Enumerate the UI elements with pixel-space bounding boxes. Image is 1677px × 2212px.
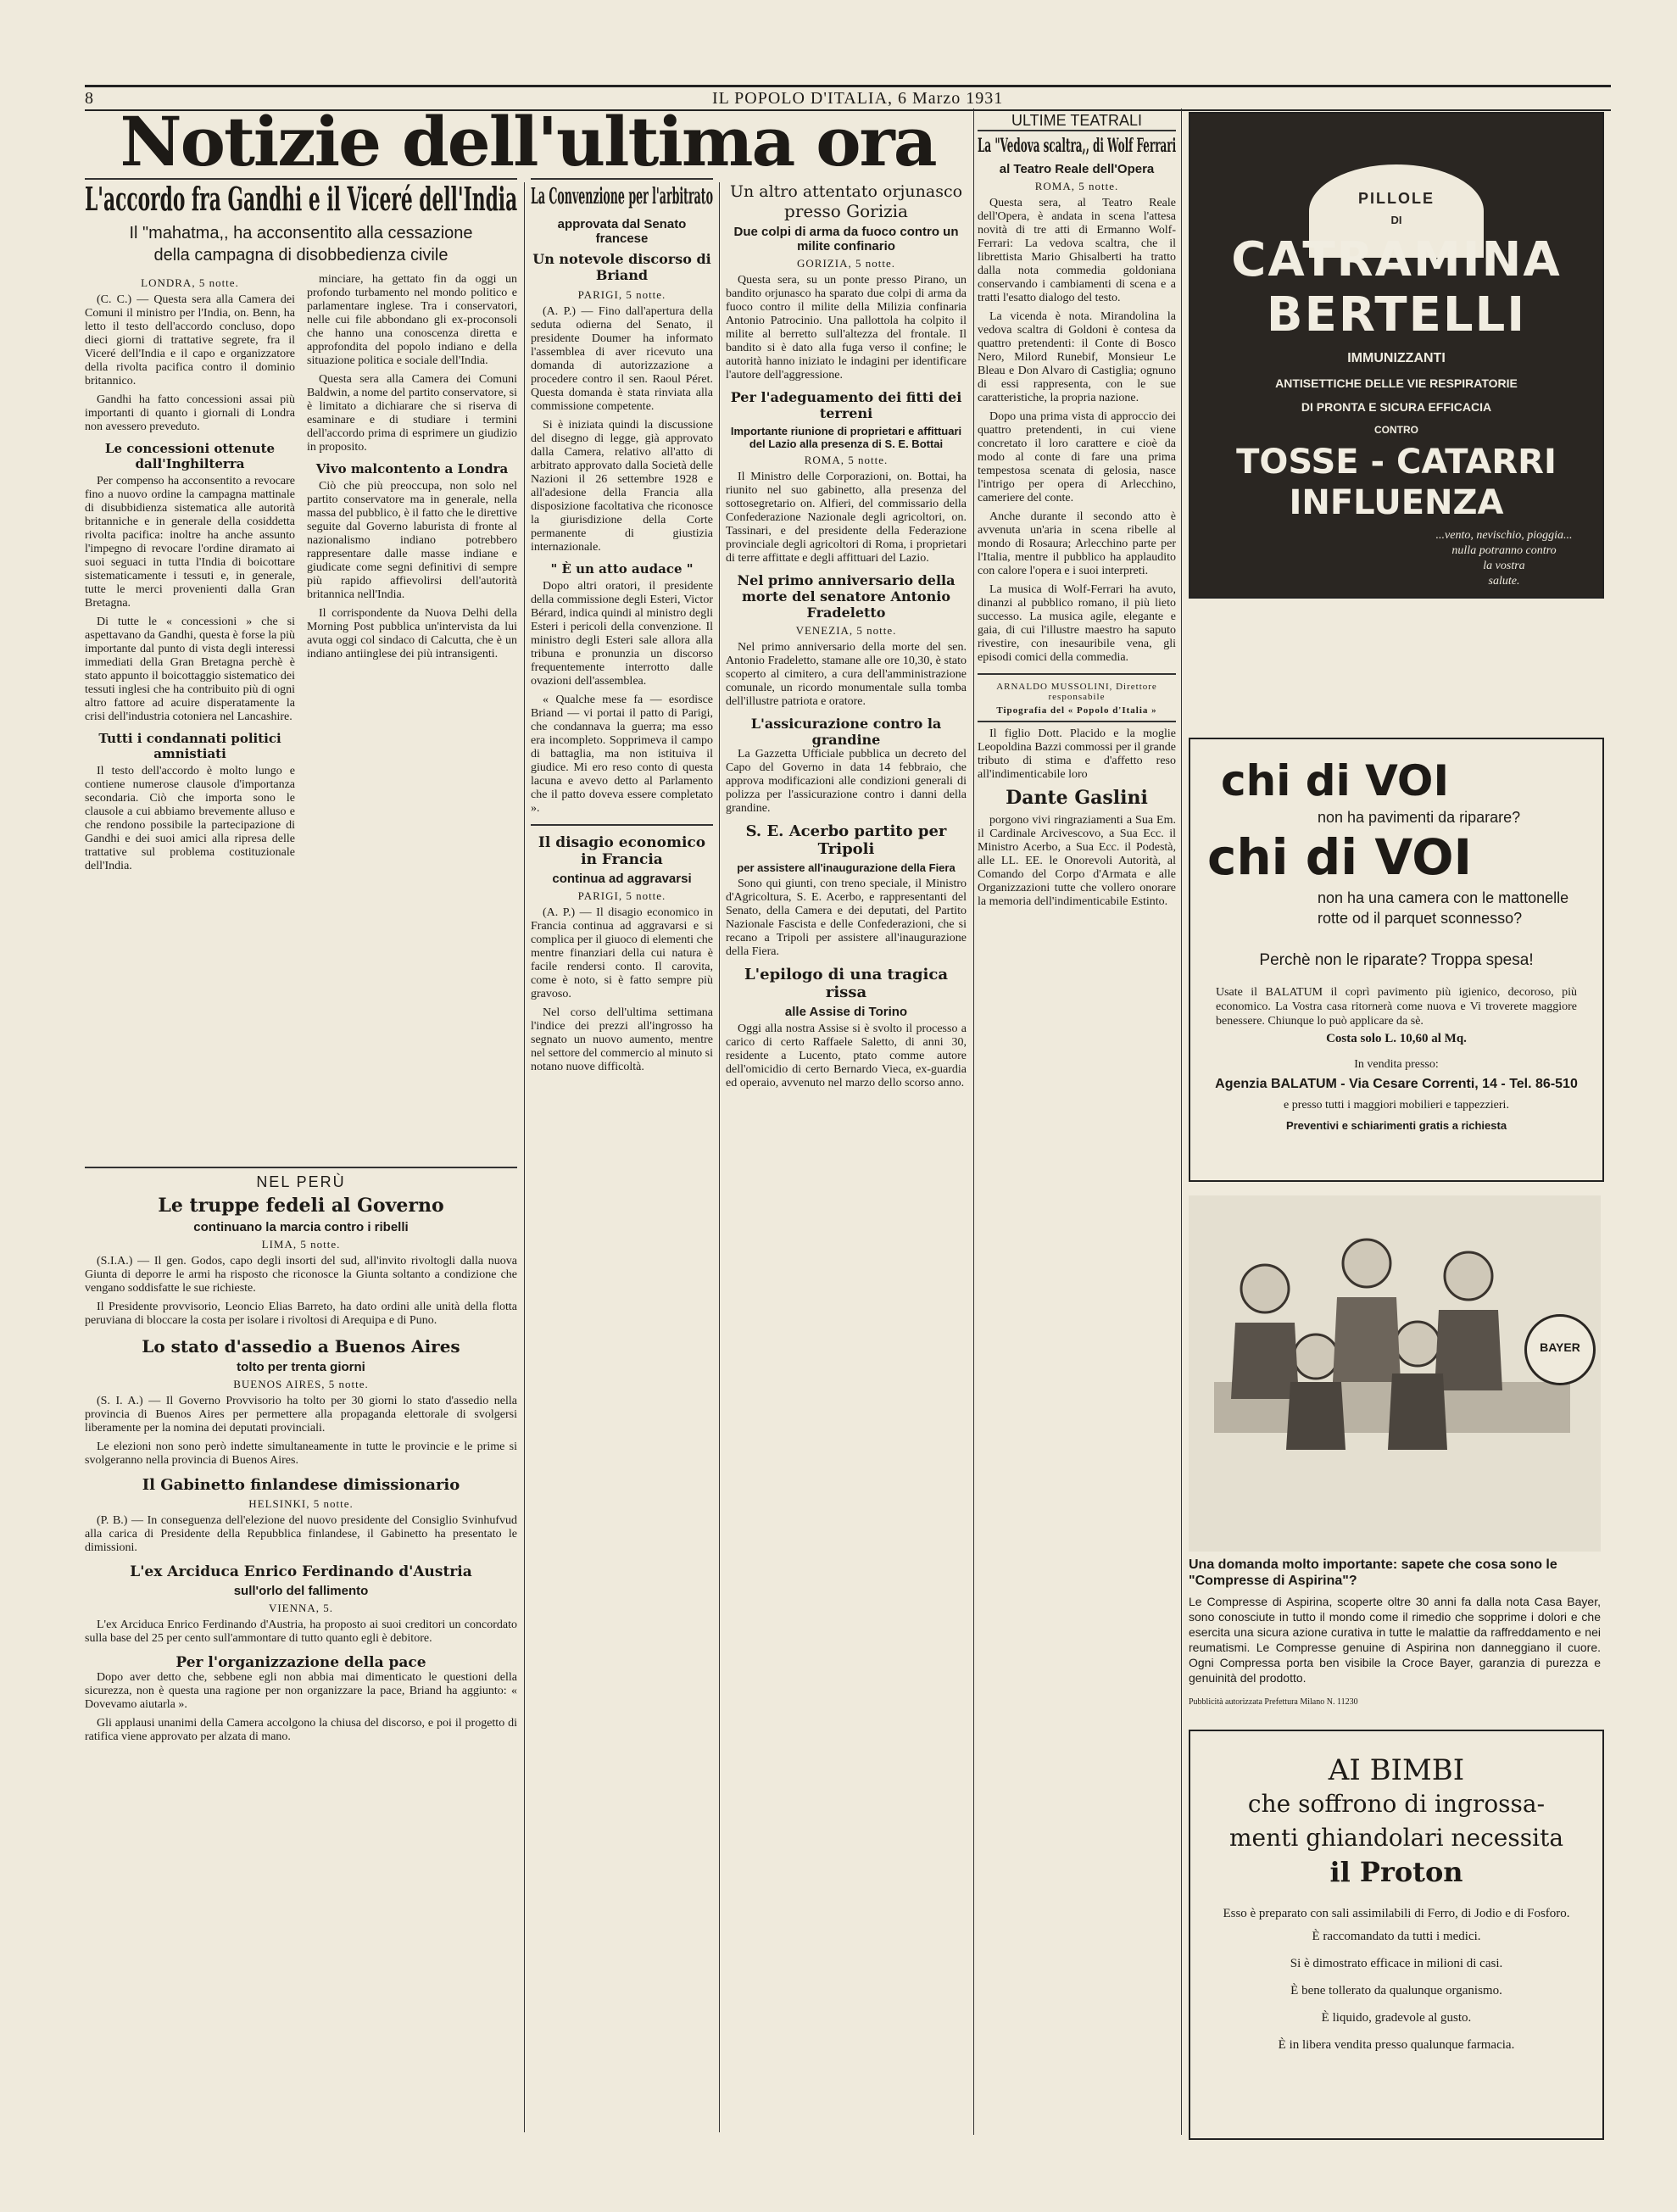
ad-text: È liquido, gradevole al gusto. bbox=[1321, 2011, 1472, 2025]
convenzione-article bbox=[531, 178, 713, 2137]
paragraph: « Qualche mese fa — esordisce Briand — vi portai il patto di Parigi, che condannava la guerra; ma esso era incompleto. Sopprimeva il campo di battaglia, ma non istituiva il giudice. Mi ero reso conto di questa lacuna e avevo detto al Parlamento che il patto doveva essere completato ». bbox=[531, 694, 713, 815]
dateline: PARIGI, 5 notte. bbox=[577, 288, 666, 301]
peru-subhead: continuano la marcia contro i ribelli bbox=[193, 1220, 409, 1234]
ad-text: Preventivi e schiarimenti gratis a richiesta bbox=[1285, 1119, 1507, 1132]
section-heading: Nel primo anniversario della morte del senatore Antonio Fradeletto bbox=[737, 572, 956, 621]
ad-text: Le Compresse di Aspirina, scoperte oltre 30 anni fa dalla nota Casa Bayer, sono conosciute in tutto il mondo come il rimedio che sopprime i dolori e che esercita una sicura azione curativa in tutte le malattie da raffreddamento e nei reumatismi. Le Compresse genuine di Aspirina non danneggiano il cuore. Ogni Compressa porta ben visibile la Croce Bayer, garanzia di purezza e genuinità del prodotto. bbox=[1189, 1595, 1601, 1685]
column-rule bbox=[719, 182, 720, 2132]
dateline: LONDRA, 5 notte. bbox=[141, 276, 239, 289]
column-rule bbox=[973, 109, 974, 2135]
paragraph: (C. C.) — Questa sera alla Camera dei Comuni il ministro per l'India, on. Benn, ha letto il testo dell'accordo concluso, dopo dieci giorni di trattative segrete, fra il Viceré dell'India e il capo e organizzatore della rivolta pacifica contro il dominio britannico. bbox=[85, 293, 295, 387]
subhead: continua ad aggravarsi bbox=[552, 872, 692, 886]
gandhi-subhead: Il "mahatma,, ha acconsentito alla cessazione della campagna di disobbedienza civile bbox=[129, 224, 473, 265]
dateline: ROMA, 5 notte. bbox=[1034, 180, 1119, 192]
ad-title: TOSSE - CATARRI bbox=[1236, 443, 1557, 482]
ad-text: È bene tollerato da qualunque organismo. bbox=[1290, 1984, 1502, 1997]
paragraph: Nel corso dell'ultima settimana l'indice dei prezzi all'ingrosso ha segnato un nuovo aumento, mentre nel settore del commercio al minuto si notano nuove difficoltà. bbox=[531, 1006, 713, 1073]
subhead: per assistere all'inaugurazione della Fiera bbox=[737, 861, 956, 874]
dateline: VIENNA, 5. bbox=[268, 1602, 334, 1614]
subhead: Importante riunione di proprietari e affittuari del Lazio alla presenza di S. E. Bottai bbox=[730, 425, 962, 450]
dateline: GORIZIA, 5 notte. bbox=[797, 257, 895, 270]
ad-title: chi di VOI bbox=[1221, 756, 1450, 805]
paragraph: (P. B.) — In conseguenza dell'elezione del nuovo presidente del Consiglio Svinhufvud alla carica di Presidente della Repubblica finlandese, il Gabinetto ha presentato le dimissioni. bbox=[85, 1514, 517, 1554]
paragraph: Nel primo anniversario della morte del sen. Antonio Fradeletto, stamane alle ore 10,30, è stato scoperto al cimitero, a cura dell'amministrazione comunale, un ricordo monumentale sulla tomba dell'illustre patriota e oratore. bbox=[726, 641, 967, 708]
section-heading: Il disagio economico in Francia bbox=[538, 834, 706, 868]
ad-text: salute. bbox=[1488, 575, 1520, 588]
paragraph: Per compenso ha acconsentito a revocare fino a nuovo ordine la campagna mattinale di disubbidienza sistematica alle autorità britanniche e in generale della cosiddetta rivolta pacifica: inoltre ha anche assunto l'impegno di revocare l'ordine diramato ai suoi seguaci in tutta l'India di boicottare sistematicamente i tessuti e, in generale, tutte le merci provenienti dalla Gran Bretagna. bbox=[85, 475, 295, 610]
ad-title: BERTELLI bbox=[1266, 287, 1527, 343]
peru-article bbox=[85, 1172, 517, 2138]
paragraph: Il corrispondente da Nuova Delhi della Morning Post pubblica un'intervista da lui avuta oggi col sindaco di Calcutta, che è un indiano antiinglese dei più intransigenti. bbox=[307, 607, 517, 660]
ad-title: chi di VOI bbox=[1207, 828, 1473, 886]
ad-text: Costa solo L. 10,60 al Mq. bbox=[1326, 1032, 1467, 1045]
ad-text: non ha pavimenti da riparare? bbox=[1318, 809, 1521, 826]
paragraph: La Gazzetta Ufficiale pubblica un decreto del Capo del Governo in data 14 febbraio, che approva modificazioni alle condizioni generali di polizza per l'assicurazione contro i danni della grandine. bbox=[726, 748, 967, 815]
section-heading: L'assicurazione contro la grandine bbox=[750, 716, 942, 748]
page-number: 8 bbox=[85, 89, 94, 108]
subhead: al Teatro Reale dell'Opera bbox=[999, 162, 1155, 176]
section-heading: Le concessioni ottenute dall'Inghilterra bbox=[104, 441, 276, 471]
section-heading: Il Gabinetto finlandese dimissionario bbox=[142, 1476, 460, 1494]
paragraph: Gandhi ha fatto concessioni assai più importanti di quanto i giornali di Londra non avessero preveduto. bbox=[85, 393, 295, 433]
paragraph: Il Presidente provvisorio, Leoncio Elias Barreto, ha dato ordini alle unità della flotta peruviana di bloccare la costa per isolare i rivoltosi di Arequipa e di Puno. bbox=[85, 1301, 517, 1327]
paragraph: Gli applausi unanimi della Camera accolgono la chiusa del discorso, e poi il progetto di ratifica viene approvato per alzata di mano. bbox=[85, 1717, 517, 1743]
section-heading: S. E. Acerbo partito per Tripoli bbox=[745, 822, 947, 858]
paragraph: porgono vivi ringraziamenti a Sua Em. il Cardinale Arcivescovo, a Sua Ecc. il Ministro Acerbo, a Sua Ecc. il Podestà, alle LL. EE. le Onorevoli Autorità, al Comando del Corpo d'Armata e alle Organizzazioni tutte che vollero onorare la memoria dell'indimenticabile Estinto. bbox=[978, 814, 1176, 908]
ad-text: Si è dimostrato efficace in milioni di casi. bbox=[1290, 1957, 1503, 1970]
masthead bbox=[85, 85, 1611, 111]
subhead: presso Gorizia bbox=[784, 201, 908, 221]
ad-text: non ha una camera con le mattonelle rotte od il parquet sconnesso? bbox=[1318, 889, 1569, 927]
paragraph: (S. I. A.) — Il Governo Provvisorio ha tolto per 30 giorni lo stato d'assedio nella provincia di Buenos Aires per permettere alla propaganda elettorale di svolgersi liberamente per la nomina dei deputati provinciali. bbox=[85, 1395, 517, 1435]
ad-title: INFLUENZA bbox=[1289, 483, 1504, 522]
section-heading: Per l'adeguamento dei fitti dei terreni bbox=[730, 389, 962, 421]
paragraph: Il figlio Dott. Placido e la moglie Leopoldina Bazzi commossi per il grande tributo di stima e d'affetto reso all'indimenticabile loro bbox=[978, 727, 1176, 781]
paragraph: Anche durante il secondo atto è avvenuta un'aria in scena ribelle al mondo di Rosaura; Arlecchino parte per l'Italia, mentre il pubblico ha applaudito con calore l'opera e i suoi interpreti. bbox=[978, 510, 1176, 577]
dateline: LIMA, 5 notte. bbox=[261, 1238, 341, 1251]
paragraph: Sono qui giunti, con treno speciale, il Ministro d'Agricoltura, S. E. Acerbo, e rappresentanti del Senato, della Camera e dei deputati, del Partito Nazionale Fascista e delle Confederazioni, che si recano a Tripoli per assistere all'inaugurazione della Fiera. bbox=[726, 878, 967, 958]
ad-text: ...vento, nevischio, pioggia... bbox=[1435, 529, 1573, 542]
paragraph: (A. P.) — Fino dall'apertura della seduta odierna del Senato, il presidente Doumer ha informato l'assemblea di aver ricevuto una domanda di autorizzazione a procedere contro il sen. Raoul Péret. Questa domanda è stata rinviata alla commissione competente. bbox=[531, 305, 713, 413]
section-heading: Per l'organizzazione della pace bbox=[176, 1654, 426, 1671]
gandhi-article bbox=[85, 178, 517, 1162]
ad-text: che soffrono di ingrossa- bbox=[1247, 1790, 1546, 1818]
ad-text: In vendita presso: bbox=[1354, 1058, 1439, 1071]
section-label: NEL PERÙ bbox=[256, 1173, 346, 1190]
balatum-ad bbox=[1189, 738, 1604, 1182]
ad-text: DI bbox=[1390, 214, 1402, 226]
ad-text: PILLOLE bbox=[1358, 190, 1435, 207]
ad-text: menti ghiandolari necessita bbox=[1228, 1824, 1564, 1852]
section-heading: Tutti i condannati politici amnistiati bbox=[98, 731, 281, 761]
section-rule bbox=[85, 1167, 517, 1168]
paragraph: La musica di Wolf-Ferrari ha avuto, dinanzi al pubblico romano, il più lieto successo. La musica agile, elegante e gaia, di cui l'illustre maestro ha saputo rivestire, con inesauribile vena, gli episodi comici della commedia. bbox=[978, 583, 1176, 664]
bayer-cross-icon: BAYER bbox=[1524, 1314, 1596, 1385]
convenzione-headline: La Convenzione per l'arbitrato bbox=[531, 178, 713, 214]
paragraph: Si è iniziata quindi la discussione del disegno di legge, già approvato dalla Camera, relativo all'atto di arbitrato approvato dalla Società delle Nazioni il 26 settembre 1928 e all'adesione della Francia alla disposizione facoltativa che riconosce la giurisdizione della Corte permanente di giustizia internazionale. bbox=[531, 419, 713, 554]
dateline: HELSINKI, 5 notte. bbox=[248, 1497, 354, 1510]
ad-text: Esso è preparato con sali assimilabili di Ferro, di Jodio e di Fosforo. bbox=[1223, 1907, 1570, 1920]
aspirina-ad bbox=[1189, 1195, 1601, 1713]
paragraph: Il testo dell'accordo è molto lungo e contiene numerose clausole d'importanza secondaria. Ciò che importa sono le clausole a cui abbiamo brevemente alluso e che rendono possibile la partecipazione di Gandhi e dei suoi amici alla ripresa delle trattative sul problema costituzionale dell'India. bbox=[85, 765, 295, 872]
gandhi-headline: L'accordo fra Gandhi e il Viceré dell'India bbox=[85, 180, 517, 218]
section-rule bbox=[531, 824, 713, 826]
ad-footer: Pubblicità autorizzata Prefettura Milano N. 11230 bbox=[1189, 1697, 1358, 1707]
ad-title: CATRAMINA bbox=[1231, 232, 1562, 287]
dateline: VENEZIA, 5 notte. bbox=[795, 624, 897, 637]
ad-text: Usate il BALATUM il coprì pavimento più igienico, decoroso, più economico. La Vostra casa ritornerà come nuova e Vi troverete maggiore benessere. Chiunque lo può applicare da sè. bbox=[1216, 986, 1577, 1028]
dateline: ROMA, 5 notte. bbox=[804, 454, 889, 466]
paragraph: Questa sera, al Teatro Reale dell'Opera, è andata in scena l'attesa novità di tre atti di Ermanno Wolf-Ferrari: La vedova scaltra, che il librettista Mario Ghisalberti ha tratto dalla nota commedia goldoniana conservando i cambiamenti di scena e a tratti l'esatto dialogo del testo. bbox=[978, 197, 1176, 304]
ad-text: e presso tutti i maggiori mobilieri e tappezzieri. bbox=[1284, 1099, 1509, 1112]
peru-headline: Le truppe fedeli al Governo bbox=[158, 1195, 444, 1217]
section-heading: Lo stato d'assedio a Buenos Aires bbox=[142, 1336, 460, 1357]
ad-title: Una domanda molto importante: sapete che cosa sono le "Compresse di Aspirina"? bbox=[1189, 1557, 1557, 1588]
paragraph: Dopo altri oratori, il presidente della commissione degli Esteri, Victor Bérard, indica quindi al ministro degli Esteri i pericoli della convenzione. Il ministro degli Esteri sale allora alla tribuna e pronunzia un discorso frequentemente interrotto dalle ovazioni dell'assemblea. bbox=[531, 580, 713, 688]
credit-line: ARNALDO MUSSOLINI, Direttore responsabile bbox=[996, 682, 1157, 702]
paragraph: Questa sera, su un ponte presso Pirano, un bandito orjunasco ha sparato due colpi di arma da fuoco contro il milite della Milizia confinaria Antonio Patrocinio. Una pallottola ha colpito il milite al berretto sull'altezza del frontale. Il bandito si è dato alla fuga verso il confine; le autorità hanno iniziato le indagini per identificare l'autore dell'aggressione. bbox=[726, 274, 967, 382]
subhead: Un notevole discorso di Briand bbox=[532, 251, 711, 283]
ad-text: Agenzia BALATUM - Via Cesare Correnti, 14 - Tel. 86-510 bbox=[1215, 1077, 1578, 1091]
paragraph: Di tutte le « concessioni » che si aspettavano da Gandhi, questa è forse la più importante dal punto di vista degli interessi immediati della Gran Bretagna perchè è stato appunto il boicottaggio sistematico dei tessuti inglesi che ha contribuito più di ogni altro fattore ad acuire disperatamente la crisi dell'industria cotoniera nel Lancashire. bbox=[85, 616, 295, 723]
teatrali-article bbox=[978, 112, 1176, 2134]
ad-title: AI BIMBI bbox=[1328, 1753, 1465, 1787]
proton-ad bbox=[1189, 1730, 1604, 2140]
ad-text: È in libera vendita presso qualunque farmacia. bbox=[1278, 2038, 1515, 2052]
catramina-ad bbox=[1189, 112, 1604, 599]
paragraph: Ciò che più preoccupa, non solo nel partito conservatore ma in generale, nella massa del pubblico, è il fatto che le direttive seguite dal Governo laburista di fronte al nazionalismo indiano potrebbero rappresentare dalle masse indiane e giudicate come segni definitivi di sempre più rapido affievolirsi dell'autorità britannica nell'India. bbox=[307, 480, 517, 601]
paragraph: L'ex Arciduca Enrico Ferdinando d'Austria, ha proposto ai suoi creditori un concordato sulla base del 25 per cento sull'ammontare di tutto quanto egli è debitore. bbox=[85, 1619, 517, 1645]
ad-title: il Proton bbox=[1329, 1856, 1463, 1888]
paragraph: minciare, ha gettato fin da oggi un profondo turbamento nel mondo politico e parlamentare inglese. Tra i conservatori, nelle cui file abbondano gli ex-proconsoli che hanno una conoscenza diretta e approfondita del popolo indiano e della situazione politica e sociale dell'India. bbox=[307, 273, 517, 367]
paragraph: Il Ministro delle Corporazioni, on. Bottai, ha riunito nel suo gabinetto, alla presenza del sottosegretario on. Alfieri, del commissario della Confederazione Nazionale degli agricoltori, on. Tassinari, e del presidente della Federazione provinciale degli agricoltori di Roma, i proprietari di terre affittate e degli affittuari del Lazio. bbox=[726, 471, 967, 565]
name-heading: Dante Gaslini bbox=[1006, 787, 1148, 809]
subhead: Due colpi di arma da fuoco contro un milite confinario bbox=[733, 225, 959, 254]
paragraph: La vicenda è nota. Mirandolina la vedova scaltra di Goldoni è contesa da quattro pretendenti: il Conte di Bosco Nero, Milord Runebif, Monsieur Le Bleau e Don Alvaro di Castiglia; ognuno di essi rappresenta, con le sue caratteristiche, la propria nazione. bbox=[978, 310, 1176, 404]
banner-headline: Notizie dell'ultima ora bbox=[120, 109, 936, 175]
teatrali-headline: La "Vedova scaltra,, di Wolf Ferrari bbox=[978, 135, 1176, 157]
dateline: PARIGI, 5 notte. bbox=[577, 889, 666, 902]
gorizia-article bbox=[726, 182, 967, 2137]
paragraph: Oggi alla nostra Assise si è svolto il processo a carico di certo Raffaele Saletto, di anni 30, residente a Lucento, ptato comme autore dell'omicidio di certo Bernardo Vieca, ex-guardia ed operaio, avvenuto nel marzo dello scorso anno. bbox=[726, 1022, 967, 1089]
ad-text: la vostra bbox=[1483, 560, 1525, 572]
subhead: tolto per trenta giorni bbox=[237, 1360, 365, 1374]
section-heading: " È un atto audace " bbox=[550, 561, 694, 577]
paragraph: Dopo aver detto che, sebbene egli non abbia mai dimenticato le questioni della sicurezza, non è questa una ragione per non organizzare la pace, Briand ha aggiunto: « Dovevamo aiutarla ». bbox=[85, 1671, 517, 1711]
ad-text: CONTRO bbox=[1374, 424, 1418, 436]
paragraph: (A. P.) — Il disagio economico in Francia continua ad aggravarsi e si complica per il giuoco di elementi che mentre finanziari della cui natura è facile rendersi conto. Il carovita, come è noto, si è fatto sempre più gravoso. bbox=[531, 906, 713, 1000]
paragraph: (S.I.A.) — Il gen. Godos, capo degli insorti del sud, all'invito rivoltogli dalla nuova Giunta di deporre le armi ha risposto che riconosce la Giunta soltanto a condizione che vengano soddisfatte le sue richieste. bbox=[85, 1255, 517, 1295]
gorizia-headline: Un altro attentato orjunasco bbox=[729, 182, 963, 201]
column-rule bbox=[1181, 109, 1182, 2135]
page-dateline: IL POPOLO D'ITALIA, 6 Marzo 1931 bbox=[712, 89, 1004, 108]
column-rule bbox=[524, 182, 525, 2132]
ad-text: ANTISETTICHE DELLE VIE RESPIRATORIE bbox=[1275, 376, 1518, 390]
paragraph: Le elezioni non sono però indette simultaneamente in tutte le provincie e le prime si svolgeranno nella provincia di Buenos Aires. bbox=[85, 1440, 517, 1467]
paragraph: Questa sera alla Camera dei Comuni Baldwin, a nome del partito conservatore, si è limitato a dichiarare che si riserva di esaminare e di studiare i termini dell'accordo prima di esprimere un giudizio in proposito. bbox=[307, 373, 517, 454]
dateline: BUENOS AIRES, 5 notte. bbox=[233, 1378, 369, 1390]
subhead: sull'orlo del fallimento bbox=[233, 1584, 369, 1598]
paragraph: Dopo una prima vista di approccio dei quattro pretendenti, in cui viene concretato il loro carattere e cioè da modo al conte di fare una prima tempestosa scenata di gelosia, nasce l'intrigo per opera di Arlecchino, cameriere del conte. bbox=[978, 410, 1176, 504]
ad-text: È raccomandato da tutti i medici. bbox=[1312, 1930, 1481, 1943]
subhead: approvata dal Senato francese bbox=[557, 217, 687, 246]
subhead: alle Assise di Torino bbox=[784, 1005, 908, 1019]
section-heading: L'ex Arciduca Enrico Ferdinando d'Austria bbox=[130, 1563, 472, 1580]
ad-text: nulla potranno contro bbox=[1451, 544, 1557, 557]
section-heading: Vivo malcontento a Londra bbox=[315, 461, 509, 476]
ad-text: DI PRONTA E SICURA EFFICACIA bbox=[1301, 400, 1492, 414]
ad-text: Perchè non le riparate? Troppa spesa! bbox=[1259, 951, 1534, 969]
section-heading: L'epilogo di una tragica rissa bbox=[744, 966, 949, 1001]
credit-line: Tipografia del « Popolo d'Italia » bbox=[996, 705, 1157, 716]
ad-text: IMMUNIZZANTI bbox=[1347, 351, 1446, 365]
section-label: ULTIME TEATRALI bbox=[978, 112, 1176, 131]
